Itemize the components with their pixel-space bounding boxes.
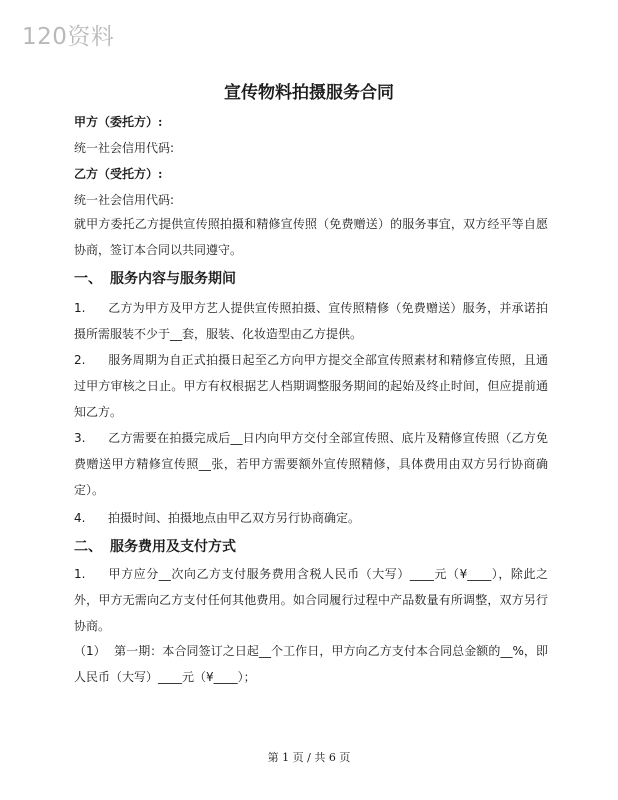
- clause-2-1: [74, 561, 548, 639]
- section-2-number: 二、: [74, 539, 102, 555]
- clause-number: 4.: [74, 511, 86, 525]
- section-1-heading: [74, 268, 236, 288]
- intro-paragraph: 就甲方委托乙方提供宣传照拍摄和精修宣传照（免费赠送）的服务事宜，双方经平等自愿协商，签订本合同以共同遵守。: [74, 217, 548, 257]
- clause-text: 服务周期为自正式拍摄日起至乙方向甲方提交全部宣传照素材和精修宣传照，且通过甲方审核之日止。甲方有权根据艺人档期调整服务期间的起始及终止时间，但应提前通知乙方。: [74, 353, 548, 419]
- clause-number: 1.: [74, 567, 86, 581]
- clause-text: 第一期：本合同签订之日起__个工作日，甲方向乙方支付本合同总金额的__%，即人民币（大写）____元（¥____）；: [74, 644, 548, 684]
- clause-1-2: [74, 347, 548, 425]
- clause-number: （1）: [74, 644, 106, 658]
- section-1-title: 服务内容与服务期间: [110, 271, 236, 287]
- party-a-label: 甲方（委托方）:: [74, 115, 163, 129]
- party-b-label: 乙方（受托方）:: [74, 167, 163, 181]
- clause-1-4: [74, 505, 548, 531]
- clause-text: 乙方需要在拍摄完成后__日内向甲方交付全部宣传照、底片及精修宣传照（乙方免费赠送甲方精修宣传照__张，若甲方需要额外宣传照精修，具体费用由双方另行协商确定）。: [74, 431, 548, 497]
- clause-number: 3.: [74, 431, 86, 445]
- section-2-title: 服务费用及支付方式: [110, 539, 236, 555]
- clause-1-3: [74, 425, 548, 503]
- section-2-heading: [74, 536, 236, 556]
- contract-title: 宣传物料拍摄服务合同: [224, 83, 394, 103]
- section-1-number: 一、: [74, 271, 102, 287]
- page-footer: 第 1 页 / 共 6 页: [267, 751, 351, 764]
- clause-number: 1.: [74, 301, 86, 315]
- clause-text: 甲方应分__次向乙方支付服务费用含税人民币（大写）____元（¥____），除此之外，甲方无需向乙方支付任何其他费用。如合同履行过程中产品数量有所调整，双方另行协商。: [74, 567, 548, 633]
- clause-1-1: [74, 295, 548, 347]
- clause-number: 2.: [74, 353, 86, 367]
- watermark: 120资料: [22, 24, 115, 50]
- clause-text: 乙方为甲方及甲方艺人提供宣传照拍摄、宣传照精修（免费赠送）服务，并承诺拍摄所需服装不少于__套，服装、化妆造型由乙方提供。: [74, 301, 548, 341]
- party-a-credit-code: 统一社会信用代码:: [74, 141, 175, 155]
- clause-text: 拍摄时间、拍摄地点由甲乙双方另行协商确定。: [108, 511, 361, 525]
- clause-2-1-1: [74, 638, 548, 690]
- party-b-credit-code: 统一社会信用代码:: [74, 193, 175, 207]
